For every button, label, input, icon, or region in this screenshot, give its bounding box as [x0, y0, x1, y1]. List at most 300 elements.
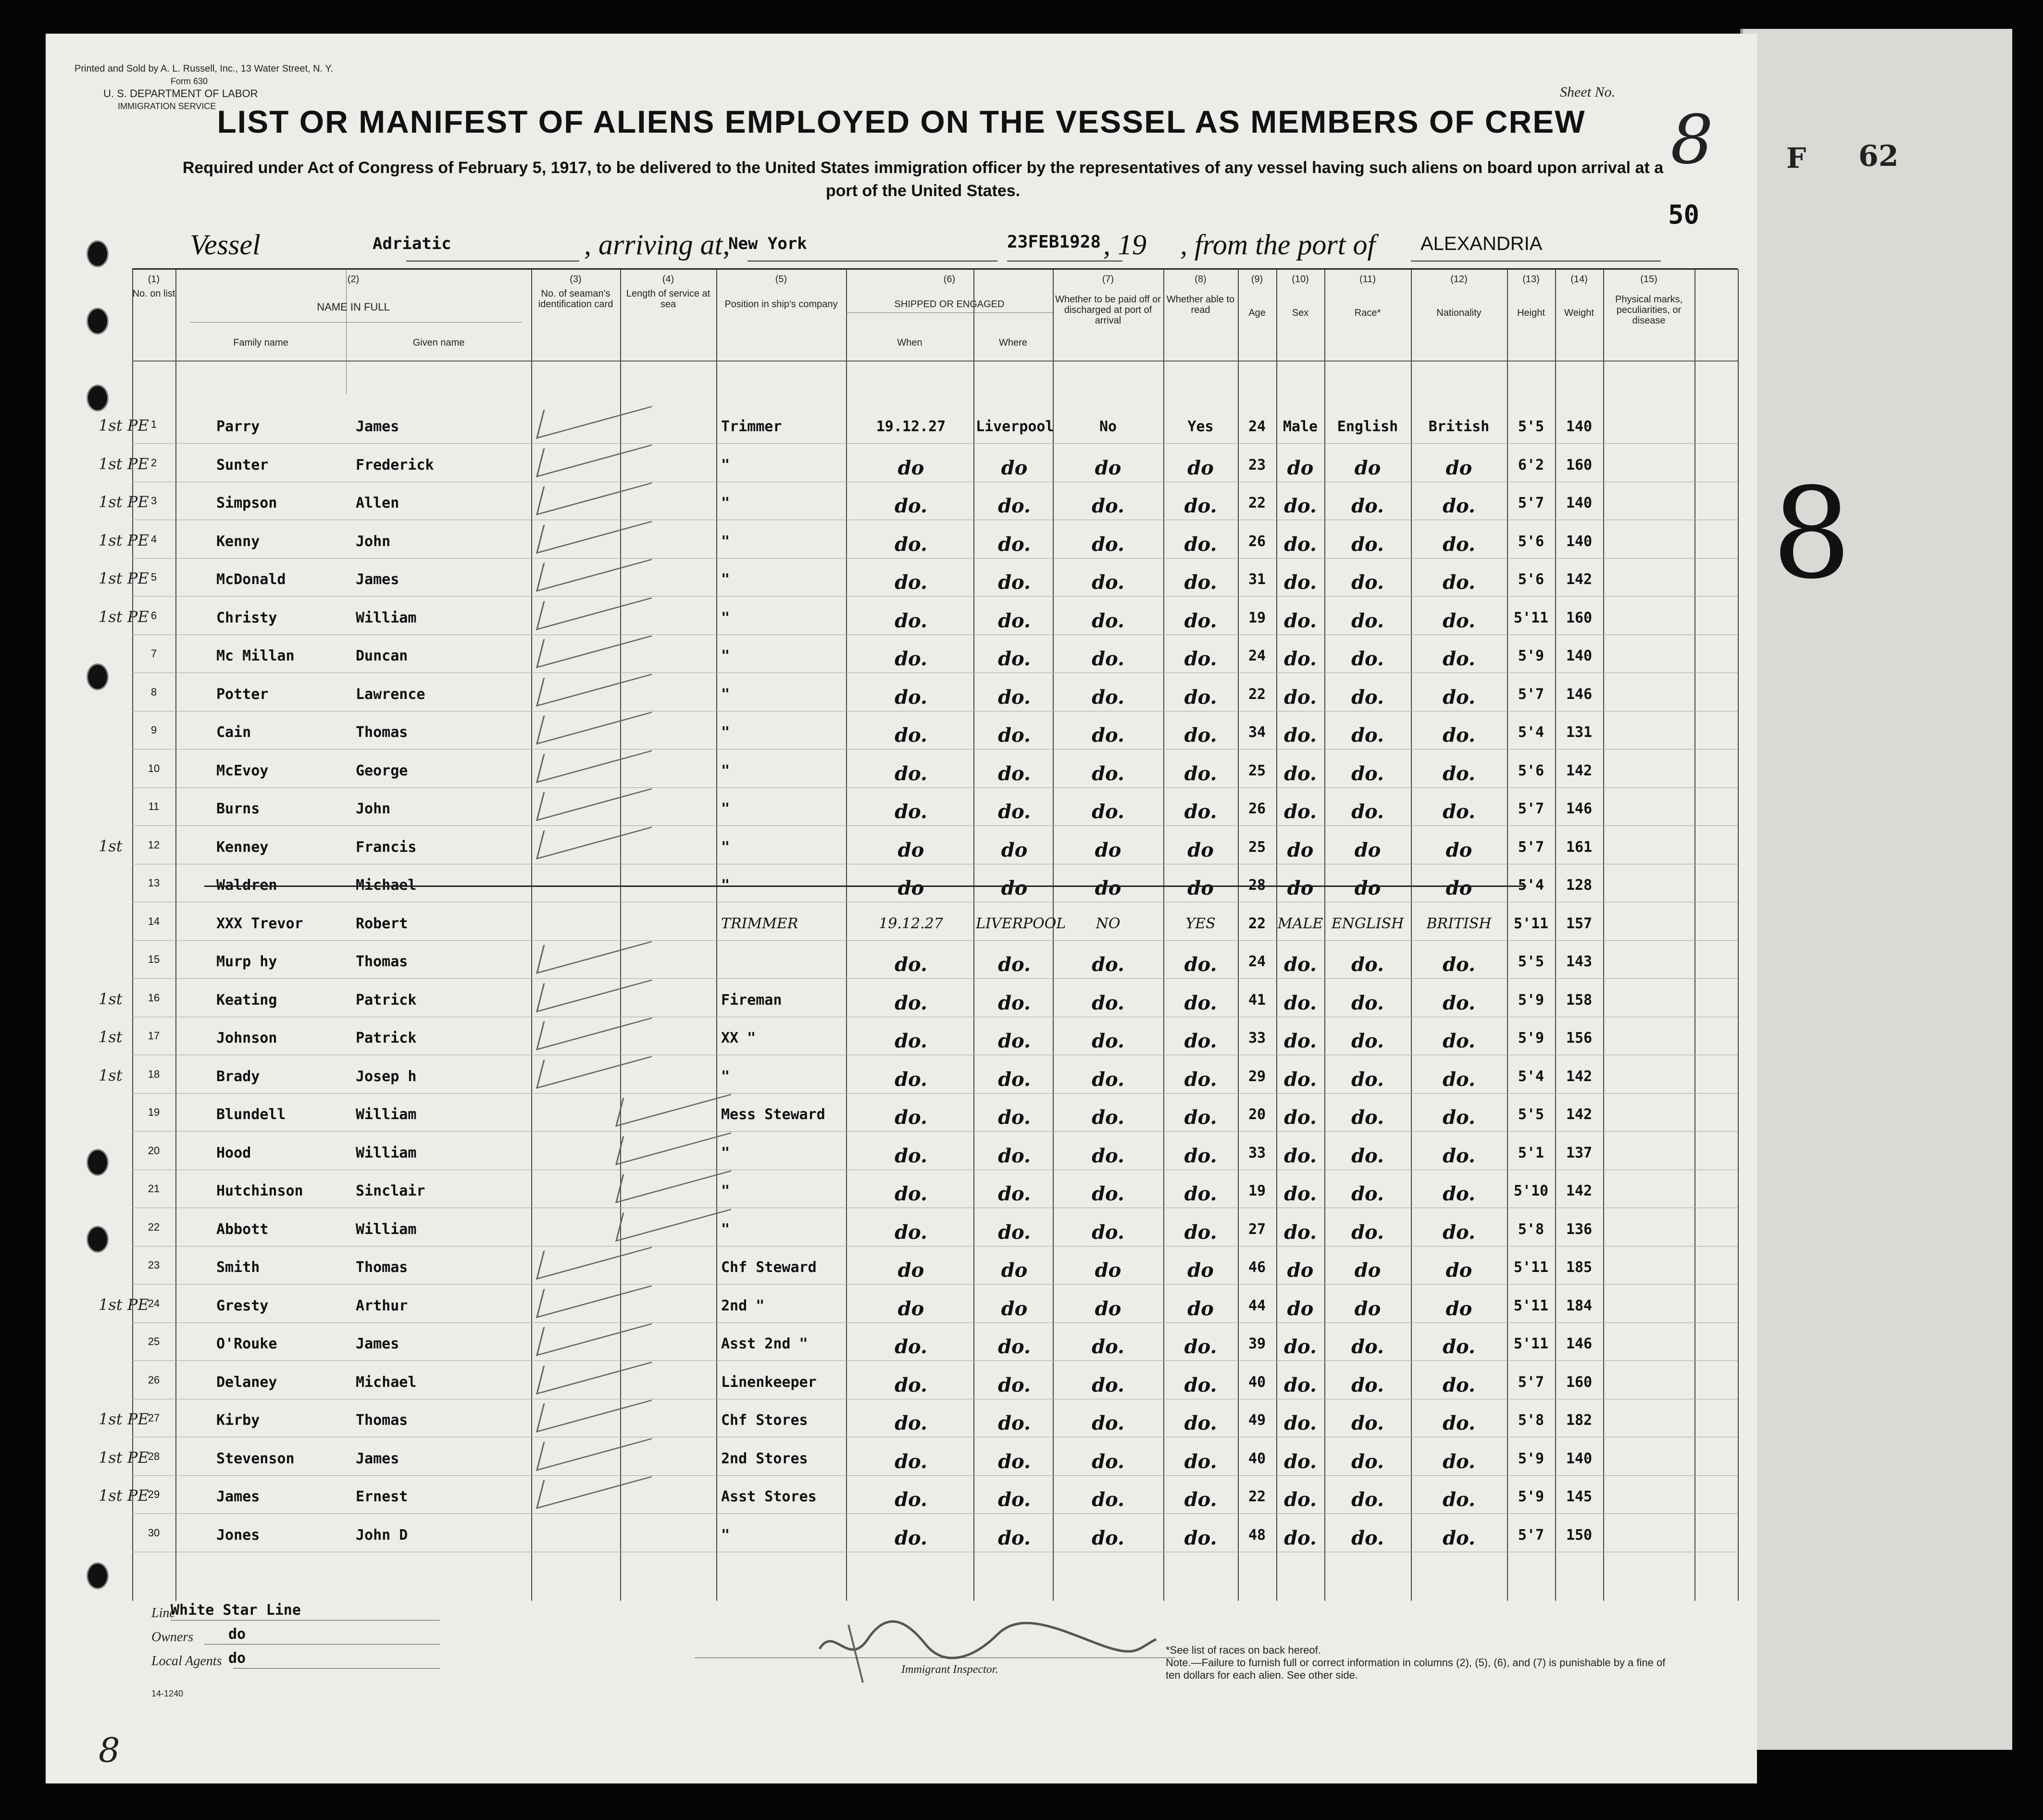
cell-given: John D: [356, 1527, 408, 1544]
cell-nat: do.: [1443, 1488, 1475, 1511]
cell-given: Thomas: [356, 953, 408, 970]
cell-age: 44: [1248, 1297, 1266, 1314]
cell-where: do.: [998, 686, 1031, 709]
col-nationality-header: (12) Nationality: [1436, 274, 1482, 318]
cell-read: Yes: [1187, 418, 1214, 435]
cell-read: do: [1187, 839, 1214, 861]
cell-weight: 160: [1566, 1374, 1593, 1391]
cell-weight: 136: [1566, 1221, 1593, 1238]
cell-nat: do.: [1443, 992, 1475, 1014]
cell-nat: do.: [1443, 571, 1475, 594]
cell-paid: do.: [1092, 800, 1124, 823]
cell-position: Linenkeeper: [721, 1374, 817, 1391]
cell-no: 20: [148, 1145, 160, 1157]
cell-given: William: [356, 1145, 417, 1161]
cell-race: do.: [1351, 800, 1384, 823]
department: U. S. DEPARTMENT OF LABOR: [103, 87, 258, 100]
cell-sex: do: [1287, 839, 1314, 861]
cell-sex: do.: [1284, 1374, 1317, 1396]
handwritten-note: 1st PE: [99, 608, 149, 626]
cell-given: Ernest: [356, 1488, 408, 1505]
cell-age: 41: [1248, 992, 1266, 1009]
handwritten-note: 1st PE: [99, 493, 149, 511]
cell-age: 28: [1248, 877, 1266, 894]
cell-when: do.: [895, 1374, 927, 1396]
cell-given: Robert: [356, 915, 408, 932]
cell-read: do.: [1184, 1488, 1217, 1511]
cell-where: do.: [998, 724, 1031, 747]
cell-sex: do: [1287, 457, 1314, 479]
arrival-port: New York: [728, 234, 807, 253]
cell-age: 22: [1248, 915, 1266, 932]
cell-position: Fireman: [721, 992, 782, 1009]
cell-read: do.: [1184, 953, 1217, 976]
cell-given: Thomas: [356, 724, 408, 741]
cell-paid: do.: [1092, 992, 1124, 1014]
cell-race: do.: [1351, 1221, 1384, 1244]
cell-given: John: [356, 533, 391, 550]
cell-family: Burns: [216, 800, 260, 817]
cell-sex: do.: [1284, 1335, 1317, 1358]
cell-height: 5'5: [1518, 1106, 1545, 1123]
cell-no: 18: [148, 1068, 160, 1080]
row-rule: [132, 1360, 1738, 1361]
cell-height: 5'8: [1518, 1412, 1545, 1429]
agents-label: Local Agents: [151, 1654, 222, 1669]
header-bottom-rule: [132, 361, 1738, 362]
cell-paid: do: [1095, 1297, 1121, 1320]
table-top-rule: [132, 268, 1738, 270]
cell-family: Stevenson: [216, 1450, 295, 1467]
cell-family: Blundell: [216, 1106, 286, 1123]
rule: [406, 261, 579, 262]
cell-when: do.: [895, 1030, 927, 1052]
cell-race: do: [1354, 877, 1381, 899]
cell-sex: do.: [1284, 762, 1317, 785]
cell-no: 15: [148, 953, 160, 965]
cell-paid: do.: [1092, 571, 1124, 594]
cell-when: do.: [895, 724, 927, 747]
cell-sex: do.: [1284, 686, 1317, 709]
col-weight-header: (14) Weight: [1564, 274, 1594, 318]
cell-read: do.: [1184, 1335, 1217, 1358]
form-code: 14-1240: [151, 1689, 184, 1698]
strike-through: [204, 885, 1526, 887]
cell-position: ": [721, 686, 730, 703]
cell-read: do.: [1184, 1030, 1217, 1052]
cell-weight: 142: [1566, 1068, 1593, 1085]
cell-no: 25: [148, 1335, 160, 1347]
cell-where: do.: [998, 1450, 1031, 1473]
cell-position: 2nd ": [721, 1297, 765, 1314]
handwritten-note: 1st PE: [99, 1296, 149, 1314]
cell-where: Liverpool: [976, 418, 1054, 435]
cell-family: Jones: [216, 1527, 260, 1544]
row-rule: [132, 787, 1738, 788]
cell-race: do.: [1351, 1183, 1384, 1205]
cell-sex: do: [1287, 877, 1314, 899]
cell-weight: 137: [1566, 1145, 1593, 1161]
cell-when: do.: [895, 1183, 927, 1205]
cell-nat: do.: [1443, 648, 1475, 670]
cell-nat: do.: [1443, 495, 1475, 517]
cell-given: William: [356, 610, 417, 626]
row-rule: [132, 1246, 1738, 1247]
cell-race: do.: [1351, 1068, 1384, 1091]
cell-nat: do.: [1443, 724, 1475, 747]
cell-age: 19: [1248, 610, 1266, 626]
cell-weight: 131: [1566, 724, 1593, 741]
cell-paid: do.: [1092, 724, 1124, 747]
cell-position: ": [721, 1183, 730, 1199]
cell-read: do.: [1184, 1106, 1217, 1129]
cell-position: TRIMMER: [721, 915, 798, 932]
cell-read: do.: [1184, 1374, 1217, 1396]
cell-where: do.: [998, 1183, 1031, 1205]
cell-no: 27: [148, 1412, 160, 1424]
cell-sex: do: [1287, 1259, 1314, 1282]
cell-where: do.: [998, 1488, 1031, 1511]
cell-race: do.: [1351, 571, 1384, 594]
cell-race: do.: [1351, 610, 1384, 632]
row-rule: [132, 825, 1738, 826]
cell-sex: do.: [1284, 992, 1317, 1014]
cell-height: 5'11: [1513, 610, 1549, 626]
cell-age: 29: [1248, 1068, 1266, 1085]
vessel-name: Adriatic: [373, 234, 451, 253]
cell-race: do.: [1351, 648, 1384, 670]
cell-paid: do.: [1092, 1030, 1124, 1052]
cell-height: 5'9: [1518, 648, 1545, 664]
cell-read: do: [1187, 1297, 1214, 1320]
cell-nat: do: [1445, 839, 1472, 861]
cell-weight: 140: [1566, 495, 1593, 511]
cell-given: Patrick: [356, 1030, 417, 1047]
cell-weight: 157: [1566, 915, 1593, 932]
cell-paid: NO: [1096, 915, 1121, 932]
cell-paid: do.: [1092, 648, 1124, 670]
cell-family: Sunter: [216, 457, 269, 474]
row-rule: [132, 1093, 1738, 1094]
cell-when: do.: [895, 1335, 927, 1358]
cell-read: YES: [1185, 915, 1216, 932]
cell-weight: 128: [1566, 877, 1593, 894]
cell-sex: do.: [1284, 648, 1317, 670]
cell-when: do.: [895, 1221, 927, 1244]
cell-paid: do.: [1092, 1106, 1124, 1129]
col-idcard-header: (3) No. of seaman's identification card: [538, 274, 613, 310]
handwritten-note: 1st PE: [99, 455, 149, 473]
handwritten-note: 1st: [99, 990, 123, 1008]
cell-sex: do.: [1284, 1030, 1317, 1052]
cell-no: 30: [148, 1527, 160, 1539]
cell-position: ": [721, 495, 730, 511]
cell-given: Michael: [356, 1374, 417, 1391]
cell-race: do.: [1351, 1412, 1384, 1434]
cell-when: do.: [895, 800, 927, 823]
cell-weight: 156: [1566, 1030, 1593, 1047]
cell-height: 5'7: [1518, 495, 1545, 511]
cell-paid: do.: [1092, 495, 1124, 517]
cell-weight: 142: [1566, 571, 1593, 588]
cell-when: do.: [895, 1412, 927, 1434]
cell-when: do.: [895, 648, 927, 670]
cell-family: Mc Millan: [216, 648, 295, 664]
cell-family: Cain: [216, 724, 251, 741]
cell-age: 31: [1248, 571, 1266, 588]
cell-position: ": [721, 1145, 730, 1161]
cell-age: 34: [1248, 724, 1266, 741]
arrival-date-stamp: 23FEB1928: [1007, 232, 1101, 252]
cell-given: Frederick: [356, 457, 434, 474]
cell-where: do.: [998, 1221, 1031, 1244]
cell-height: 5'7: [1518, 839, 1545, 856]
cell-position: ": [721, 839, 730, 856]
cell-where: do: [1001, 877, 1028, 899]
cell-family: Hood: [216, 1145, 251, 1161]
cell-weight: 146: [1566, 686, 1593, 703]
cell-sex: do.: [1284, 1450, 1317, 1473]
cell-when: do.: [895, 1106, 927, 1129]
cell-height: 5'9: [1518, 1030, 1545, 1047]
cell-sex: do.: [1284, 1412, 1317, 1434]
cell-no: 11: [148, 800, 160, 812]
row-rule: [132, 1322, 1738, 1323]
cell-when: do: [897, 457, 924, 479]
cell-no: 3: [150, 495, 157, 507]
cell-sex: do.: [1284, 533, 1317, 556]
cell-position: ": [721, 610, 730, 626]
cell-sex: MALE: [1277, 915, 1323, 932]
cell-given: John: [356, 800, 391, 817]
cell-position: XX ": [721, 1030, 756, 1047]
cell-paid: do: [1095, 1259, 1121, 1282]
cell-race: do.: [1351, 762, 1384, 785]
cell-family: Potter: [216, 686, 269, 703]
col-when-header: When: [897, 337, 922, 348]
punch-hole: [87, 1226, 109, 1253]
cell-given: William: [356, 1106, 417, 1123]
cell-age: 24: [1248, 648, 1266, 664]
cell-no: 28: [148, 1450, 160, 1462]
cell-given: James: [356, 418, 399, 435]
cell-paid: do: [1095, 457, 1121, 479]
manifest-page: [46, 34, 1757, 1783]
cell-weight: 145: [1566, 1488, 1593, 1505]
cell-weight: 146: [1566, 1335, 1593, 1352]
footnotes: [1166, 1644, 1670, 1682]
cell-when: do.: [895, 686, 927, 709]
cell-read: do: [1187, 877, 1214, 899]
cell-when: do.: [895, 1488, 927, 1511]
cell-age: 25: [1248, 839, 1266, 856]
cell-sex: do.: [1284, 1068, 1317, 1091]
cell-height: 5'11: [1513, 1259, 1549, 1276]
cell-where: do: [1001, 839, 1028, 861]
cell-given: Allen: [356, 495, 399, 511]
cell-where: do.: [998, 1412, 1031, 1434]
cell-weight: 140: [1566, 533, 1593, 550]
cell-where: do.: [998, 1106, 1031, 1129]
inspector-label: Immigrant Inspector.: [901, 1663, 998, 1676]
cell-age: 33: [1248, 1145, 1266, 1161]
cell-family: Parry: [216, 418, 260, 435]
cell-age: 33: [1248, 1030, 1266, 1047]
cell-height: 5'11: [1513, 915, 1549, 932]
cell-weight: 184: [1566, 1297, 1593, 1314]
handwritten-note: 1st PE: [99, 1448, 149, 1467]
cell-read: do.: [1184, 1527, 1217, 1549]
row-rule: [132, 443, 1738, 444]
penalty-note: Note.—Failure to furnish full or correct information in columns (2), (5), (6), and (7) is punishable by a fine of ten dollars for each alien. See other side.: [1166, 1657, 1666, 1681]
form-number: Form 630: [171, 76, 208, 86]
cell-when: do: [897, 877, 924, 899]
cell-nat: do.: [1443, 1030, 1475, 1052]
cell-read: do.: [1184, 762, 1217, 785]
printer-line: Printed and Sold by A. L. Russell, Inc., 13 Water Street, N. Y.: [75, 63, 333, 74]
cell-family: Kenny: [216, 533, 260, 550]
cell-position: ": [721, 648, 730, 664]
service: IMMIGRATION SERVICE: [118, 101, 216, 111]
cell-paid: do.: [1092, 533, 1124, 556]
cell-race: English: [1337, 418, 1398, 435]
cell-nat: BRITISH: [1426, 915, 1492, 932]
handwritten-sheet-number: 8: [1772, 461, 1852, 607]
cell-when: 19.12.27: [876, 418, 946, 435]
cell-no: 2: [150, 457, 157, 469]
col-service-header: (4) Length of service at sea: [626, 274, 710, 310]
row-rule: [132, 1513, 1738, 1514]
line-value: White Star Line: [171, 1602, 301, 1619]
handwritten-note: 1st PE: [99, 569, 149, 587]
cell-family: XXX Trevor: [216, 915, 303, 932]
cell-where: do.: [998, 495, 1031, 517]
row-rule: [132, 940, 1738, 941]
cell-read: do.: [1184, 1183, 1217, 1205]
col-height-header: (13) Height: [1517, 274, 1545, 318]
cell-paid: do: [1095, 877, 1121, 899]
owners-value: do: [228, 1626, 246, 1643]
cell-sex: do.: [1284, 1145, 1317, 1167]
cell-race: do.: [1351, 1335, 1384, 1358]
cell-read: do: [1187, 457, 1214, 479]
cell-read: do.: [1184, 610, 1217, 632]
cell-weight: 160: [1566, 610, 1593, 626]
row-rule: [132, 1475, 1738, 1476]
vessel-label: Vessel: [190, 229, 261, 261]
cell-race: do.: [1351, 1374, 1384, 1396]
cell-sex: do.: [1284, 724, 1317, 747]
cell-position: ": [721, 571, 730, 588]
cell-nat: do: [1445, 1297, 1472, 1320]
cell-where: do: [1001, 1259, 1028, 1282]
cell-no: 12: [148, 839, 160, 851]
cell-given: James: [356, 1335, 399, 1352]
cell-age: 24: [1248, 953, 1266, 970]
cell-given: Michael: [356, 877, 417, 894]
cell-family: Simpson: [216, 495, 277, 511]
handwritten-note: 1st PE: [99, 531, 149, 549]
cell-when: do.: [895, 533, 927, 556]
cell-when: do.: [895, 1450, 927, 1473]
cell-family: Brady: [216, 1068, 260, 1085]
cell-height: 5'9: [1518, 1488, 1545, 1505]
cell-position: ": [721, 1221, 730, 1238]
cell-height: 5'11: [1513, 1297, 1549, 1314]
col-where-header: Where: [999, 337, 1027, 348]
punch-hole: [87, 385, 109, 411]
cell-where: do.: [998, 992, 1031, 1014]
cell-read: do.: [1184, 724, 1217, 747]
handwritten-note: 1st: [99, 837, 123, 855]
cell-when: do.: [895, 571, 927, 594]
col-given-header: Given name: [412, 337, 465, 348]
cell-family: Murp hy: [216, 953, 277, 970]
col-position-header: (5) Position in ship's company: [724, 274, 838, 310]
cell-weight: 140: [1566, 648, 1593, 664]
cell-paid: do.: [1092, 1374, 1124, 1396]
cell-sex: do.: [1284, 1488, 1317, 1511]
cell-height: 5'7: [1518, 1374, 1545, 1391]
handwritten-mark: 8: [99, 1731, 120, 1770]
cell-age: 22: [1248, 495, 1266, 511]
cell-height: 5'5: [1518, 953, 1545, 970]
cell-sex: do.: [1284, 1183, 1317, 1205]
cell-read: do.: [1184, 686, 1217, 709]
cell-nat: do.: [1443, 533, 1475, 556]
cell-family: Abbott: [216, 1221, 269, 1238]
cell-weight: 143: [1566, 953, 1593, 970]
row-rule: [132, 596, 1738, 597]
cell-paid: do.: [1092, 1221, 1124, 1244]
page-title: LIST OR MANIFEST OF ALIENS EMPLOYED ON THE VESSEL AS MEMBERS OF CREW: [217, 104, 1586, 139]
cell-nat: do.: [1443, 686, 1475, 709]
cell-nat: do: [1445, 877, 1472, 899]
cell-sex: do.: [1284, 953, 1317, 976]
cell-where: do.: [998, 762, 1031, 785]
cell-sex: do.: [1284, 495, 1317, 517]
cell-height: 5'6: [1518, 762, 1545, 779]
cell-read: do.: [1184, 1068, 1217, 1091]
cell-when: do: [897, 1297, 924, 1320]
cell-read: do.: [1184, 1412, 1217, 1434]
cell-no: 5: [150, 571, 157, 583]
cell-no: 8: [150, 686, 157, 698]
punch-hole: [87, 308, 109, 335]
cell-family: Gresty: [216, 1297, 269, 1314]
cell-height: 5'7: [1518, 686, 1545, 703]
handwritten-note: 1st PE: [99, 1410, 149, 1428]
cell-nat: do.: [1443, 1412, 1475, 1434]
col-name-header: (2) NAME IN FULL: [317, 274, 390, 313]
cell-no: 7: [150, 648, 157, 660]
cell-given: Lawrence: [356, 686, 425, 703]
col-shipped-header: (6) SHIPPED OR ENGAGED: [894, 274, 1005, 310]
cell-race: do: [1354, 1259, 1381, 1282]
cell-height: 5'9: [1518, 1450, 1545, 1467]
cell-paid: do.: [1092, 1183, 1124, 1205]
cell-given: Thomas: [356, 1412, 408, 1429]
cell-no: 9: [150, 724, 157, 736]
cell-position: 2nd Stores: [721, 1450, 808, 1467]
cell-position: ": [721, 800, 730, 817]
cell-age: 48: [1248, 1527, 1266, 1544]
cell-where: do.: [998, 571, 1031, 594]
cell-nat: do.: [1443, 800, 1475, 823]
cell-where: do.: [998, 1068, 1031, 1091]
cell-paid: do.: [1092, 1068, 1124, 1091]
cell-family: Kenney: [216, 839, 269, 856]
